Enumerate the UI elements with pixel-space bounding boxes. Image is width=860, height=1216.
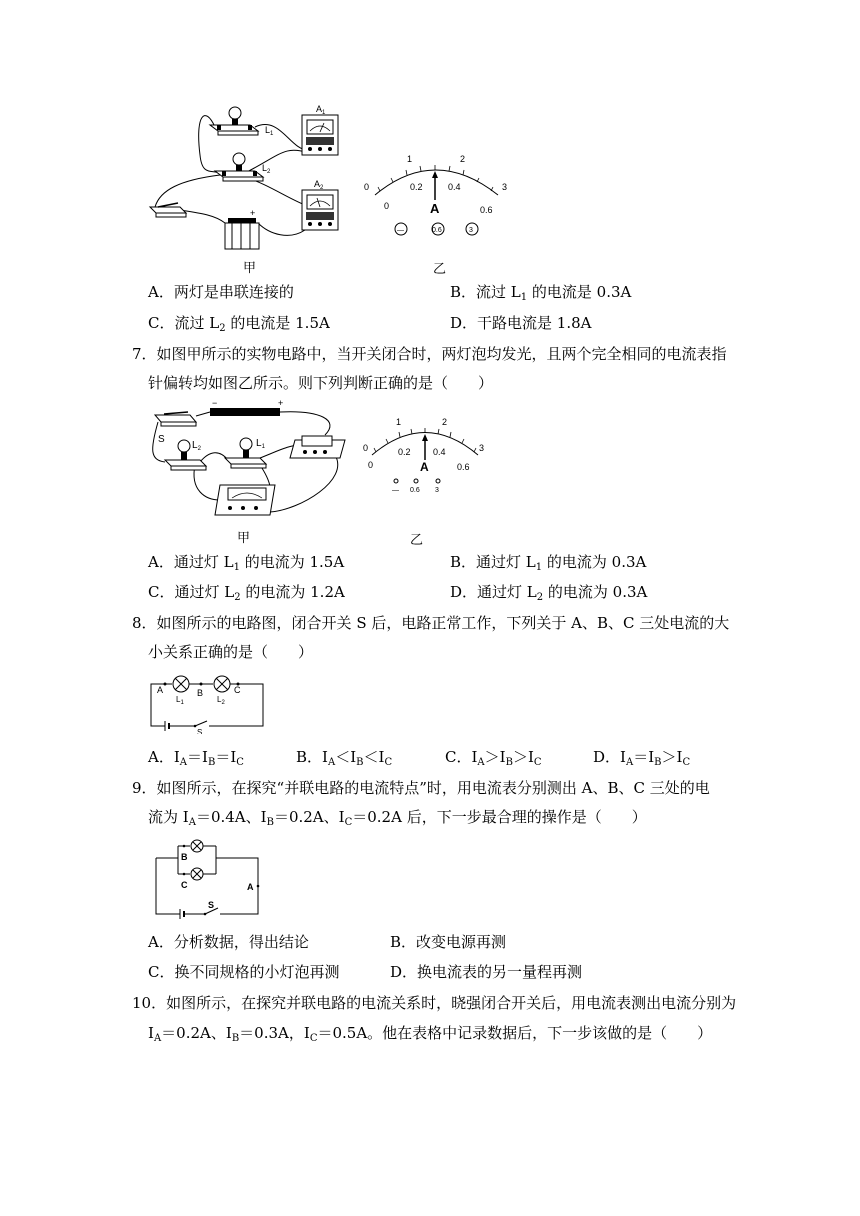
q6-figure-yi-caption: 乙 [433,262,447,277]
q7-scale-bottom-2: 0.4 [433,447,446,457]
q7-stem-line2: 针偏转均如图乙所示。则下列判断正确的是（ ） [148,374,494,392]
q7-stem-line1: 7．如图甲所示的实物电路中，当开关闭合时，两灯泡均发光，且两个完全相同的电流表指 [132,345,727,363]
q7-label-l2: $L_2$ [192,440,201,452]
q6-figure-yi-meter-dial [360,150,515,240]
svg-text:−: − [212,400,218,408]
q6-scale-bottom-0: 0 [384,201,390,211]
q7-label-l1: $L_1$ [256,438,265,450]
q6-terminal-06: 0.6 [432,227,442,234]
svg-text:+: + [250,208,256,218]
q9-label-b: B [181,852,188,862]
q8-label-c: C [234,685,241,695]
q6-figure-jia-caption: 甲 [243,261,257,276]
q10-stem-line1: 10．如图所示，在探究并联电路的电流关系时，晓强闭合开关后，用电流表测出电流分别为 [132,994,737,1012]
q6-label-a1: $A_1$ [316,104,326,116]
q9-label-a: A [247,882,254,892]
q7-scale-top-3: 3 [479,443,485,453]
q7-terminal-06: 0.6 [410,487,420,494]
q6-meter-letter: A [430,201,440,216]
q8-label-l2: $L_2$ [217,695,225,706]
q6-terminal-neg: — [397,227,404,234]
q7-option-d: D．通过灯 $L_2$ 的电流为 0.3A [450,583,648,603]
q8-label-a: A [157,685,164,695]
q9-option-c: C．换不同规格的小灯泡再测 [148,963,340,981]
q9-label-c: C [181,880,188,890]
q7-scale-top-2: 2 [442,417,448,427]
q6-scale-bottom-2: 0.4 [448,182,461,192]
q6-scale-bottom-3: 0.6 [480,205,493,215]
q7-scale-top-0: 0 [363,443,369,453]
q6-scale-top-1: 1 [407,154,413,164]
q9-option-a: A．分析数据，得出结论 [148,933,309,951]
q8-option-b: B．$I_A<I_B<I_C$ [296,748,393,768]
q10-stem-line2: $I_A=0.2A$、$I_B=0.3A$，$I_C=0.5A$。他在表格中记录数据后，下一步该做的是（ ） [148,1024,713,1044]
q7-meter-letter: A [420,460,429,474]
q7-figure-jia [150,400,350,525]
q6-figure-jia [140,95,355,255]
q7-figure-yi-meter-dial [360,415,490,495]
svg-text:+: + [278,400,284,408]
q9-stem-line2: 流为 $I_A=0.4A$、$I_B=0.2A$、$I_C=0.2A$ 后，下一步最合理的操作是（ ） [148,808,647,828]
q6-label-a2: $A_2$ [314,179,324,191]
q8-label-l1: $L_1$ [176,695,184,706]
q7-scale-bottom-0: 0 [368,460,374,470]
q6-option-a: A．两灯是串联连接的 [148,283,294,301]
q6-scale-bottom-1: 0.2 [410,182,423,192]
q7-option-b: B．通过灯 $L_1$ 的电流为 0.3A [450,553,647,573]
q8-option-c: C．$I_A>I_B>I_C$ [445,748,542,768]
q8-circuit-diagram [145,672,270,734]
q6-terminal-3: 3 [469,227,473,234]
q6-scale-top-3: 3 [502,182,508,192]
q8-label-b: B [197,688,204,698]
q6-option-c: C．流过 $L_2$ 的电流是 1.5A [148,314,330,334]
q7-terminal-neg: — [392,487,399,494]
q8-stem-line2: 小关系正确的是（ ） [148,643,314,661]
q9-circuit-diagram [150,838,265,923]
q7-option-a: A．通过灯 $L_1$ 的电流为 1.5A [148,553,345,573]
q9-option-b: B．改变电源再测 [390,933,507,951]
q7-label-s: S [158,434,165,445]
q7-figure-yi-caption: 乙 [410,533,424,548]
q7-scale-bottom-3: 0.6 [457,462,470,472]
q7-option-c: C．通过灯 $L_2$ 的电流为 1.2A [148,583,345,603]
q8-option-a: A．$I_A=I_B=I_C$ [148,748,244,768]
q6-label-l1: $L_1$ [265,125,274,137]
q8-label-s: S [197,728,203,734]
q7-terminal-3: 3 [435,487,439,494]
q7-scale-top-1: 1 [396,417,402,427]
q8-stem-line1: 8．如图所示的电路图，闭合开关 S 后，电路正常工作，下列关于 A、B、C 三处电流的大 [132,614,730,632]
q9-label-s: S [208,900,215,910]
q6-label-l2: $L_2$ [262,163,271,175]
q7-scale-bottom-1: 0.2 [398,447,411,457]
q6-option-d: D．干路电流是 1.8A [450,314,592,332]
q6-scale-top-2: 2 [460,154,466,164]
q8-option-d: D．$I_A=I_B>I_C$ [593,748,691,768]
q9-stem-line1: 9．如图所示，在探究“并联电路的电流特点”时，用电流表分别测出 A、B、C 三处的电 [132,779,710,797]
q7-figure-jia-caption: 甲 [237,531,251,546]
q9-option-d: D．换电流表的另一量程再测 [390,963,583,981]
q6-option-b: B．流过 $L_1$ 的电流是 0.3A [450,283,632,303]
q6-scale-top-0: 0 [364,182,370,192]
